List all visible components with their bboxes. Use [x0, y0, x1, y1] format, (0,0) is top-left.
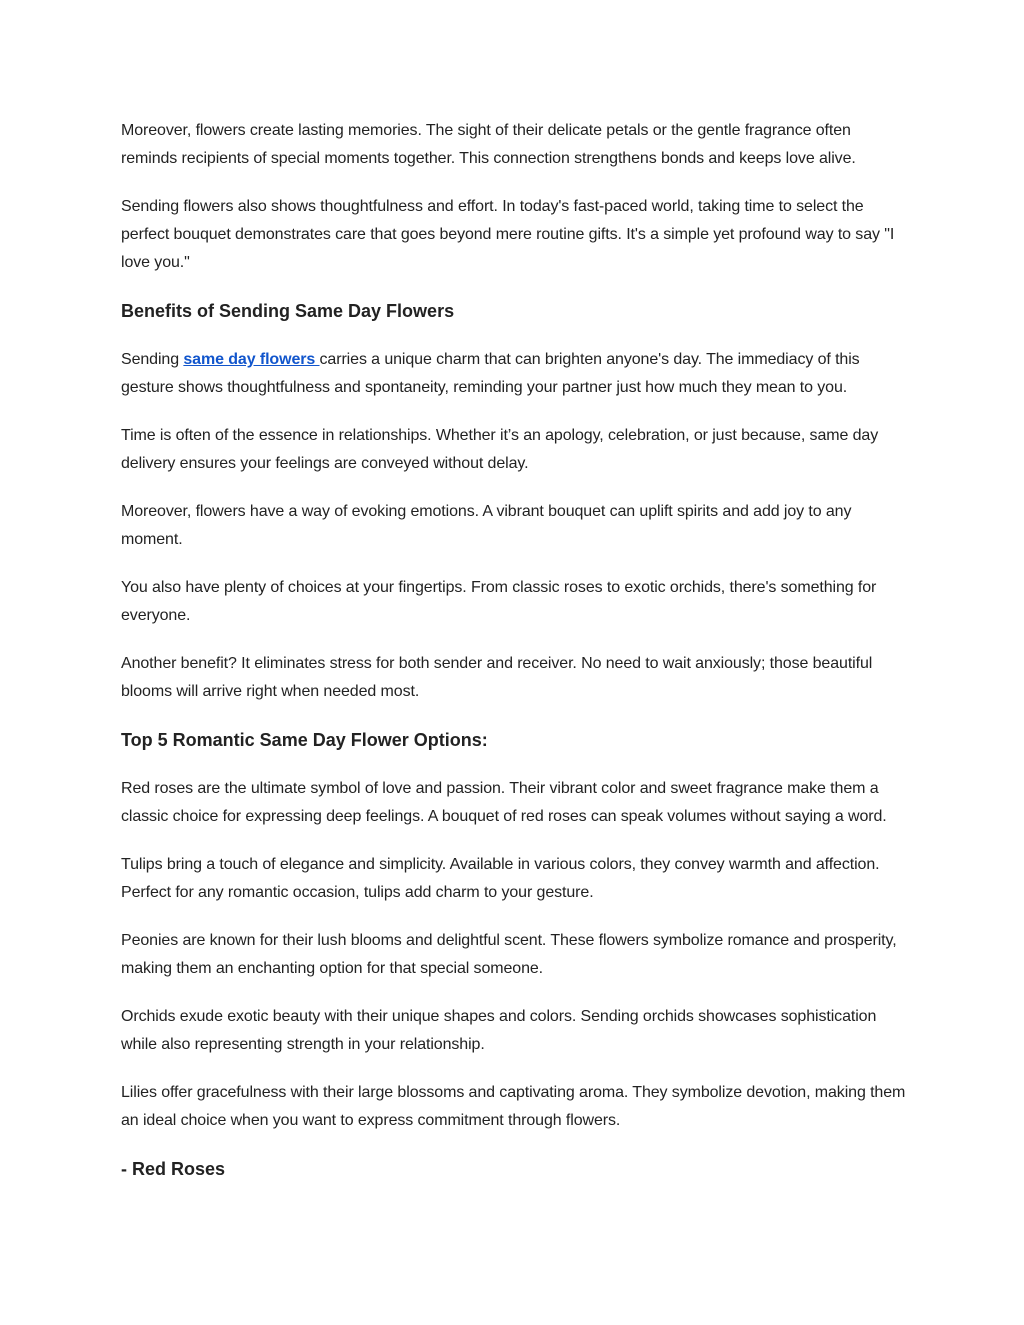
benefits-heading: Benefits of Sending Same Day Flowers: [121, 301, 455, 321]
benefits-paragraph-1-start: Sending: [121, 351, 184, 368]
top5-paragraph-lilies: Lilies offer gracefulness with their large blossoms and captivating aroma. They symbolize devotion, making them an ideal choice when you want to express commitment through flowers.: [121, 1084, 906, 1129]
document-page: [121, 117, 906, 1204]
benefits-paragraph-4: You also have plenty of choices at your fingertips. From classic roses to exotic orchids, there's something for everyone.: [121, 579, 877, 624]
benefits-paragraph-1-end: carries a unique charm that can brighten anyone's day. The immediacy of this gesture shows thoughtfulness and spontaneity, reminding your partner just how much they mean to you.: [121, 351, 860, 396]
intro-paragraph-1: Moreover, flowers create lasting memories. The sight of their delicate petals or the gentle fragrance often reminds recipients of special moments together. This connection strengthens bonds and keeps love alive.: [121, 122, 856, 167]
top5-paragraph-orchids: Orchids exude exotic beauty with their unique shapes and colors. Sending orchids showcases sophistication while also representing strength in your relationship.: [121, 1008, 877, 1053]
top5-paragraph-tulips: Tulips bring a touch of elegance and simplicity. Available in various colors, they convey warmth and affection. Perfect for any romantic occasion, tulips add charm to your gesture.: [121, 856, 880, 901]
red-roses-subheading: - Red Roses: [121, 1159, 226, 1179]
top5-paragraph-peonies: Peonies are known for their lush blooms and delightful scent. These flowers symbolize romance and prosperity, making them an enchanting option for that special someone.: [121, 932, 897, 977]
benefits-paragraph-2: Time is often of the essence in relationships. Whether it’s an apology, celebration, or just because, same day delivery ensures your feelings are conveyed without delay.: [121, 427, 879, 472]
benefits-paragraph-1: [121, 346, 906, 402]
benefits-paragraph-5: Another benefit? It eliminates stress for both sender and receiver. No need to wait anxiously; those beautiful blooms will arrive right when needed most.: [121, 655, 873, 700]
intro-paragraph-2: Sending flowers also shows thoughtfulness and effort. In today's fast-paced world, taking time to select the perfect bouquet demonstrates care that goes beyond mere routine gifts. It's a simple yet profound way to say "I love you.": [121, 198, 895, 271]
benefits-paragraph-3: Moreover, flowers have a way of evoking emotions. A vibrant bouquet can uplift spirits and add joy to any moment.: [121, 503, 852, 548]
top5-heading: Top 5 Romantic Same Day Flower Options:: [121, 730, 488, 750]
same-day-flowers-link[interactable]: same day flowers: [183, 351, 320, 368]
top5-paragraph-roses: Red roses are the ultimate symbol of love and passion. Their vibrant color and sweet fragrance make them a classic choice for expressing deep feelings. A bouquet of red roses can speak volumes without saying a word.: [121, 780, 887, 825]
